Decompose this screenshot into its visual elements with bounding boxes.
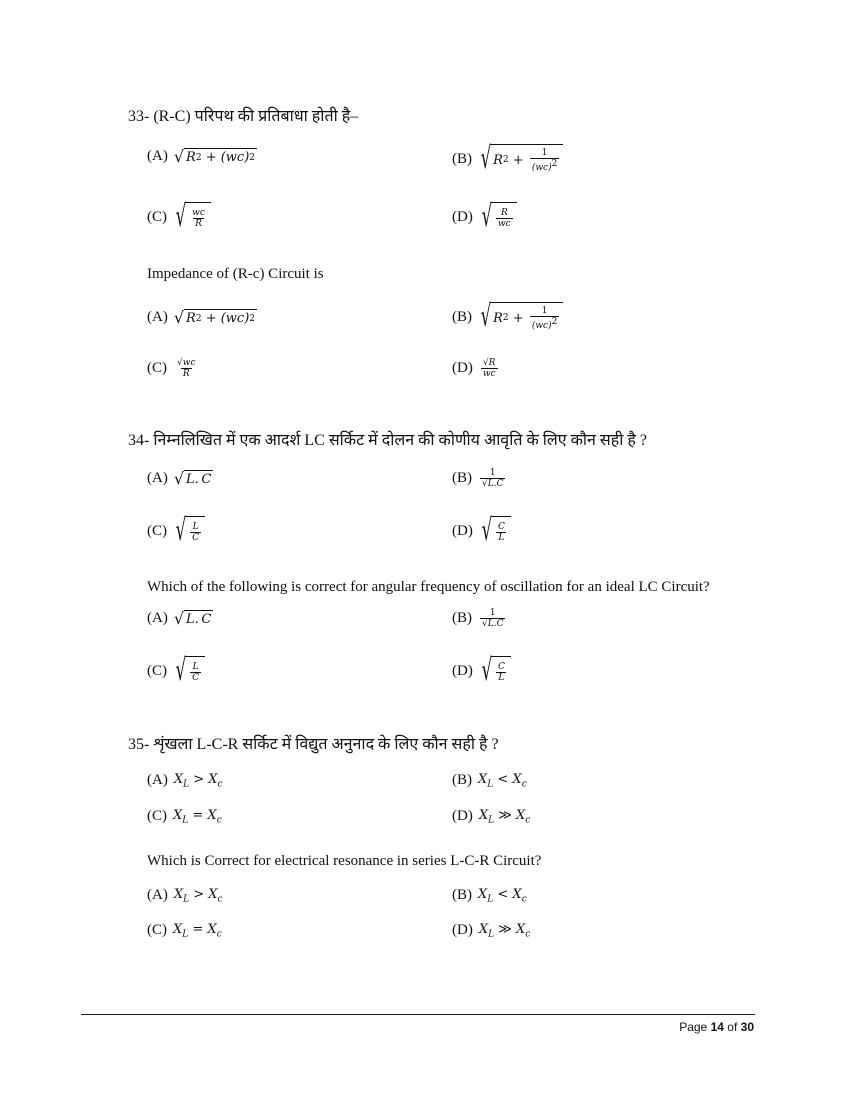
page-number bbox=[679, 1020, 754, 1034]
q34-hi-option-b: (B) $\frac{1}{√L.C}$ bbox=[452, 468, 504, 489]
question-34-title-english: Which of the following is correct for angular frequency of oscillation for an ideal LC Circuit? bbox=[147, 579, 710, 595]
q33-en-option-a: (A) √ R 2 + (wc) 2 bbox=[147, 308, 256, 327]
q35-en-option-c: (C) $X_L = X_c$ bbox=[147, 922, 222, 940]
q35-en-option-b: (B) $X_L < X_c$ bbox=[452, 887, 527, 905]
of-word: of bbox=[727, 1020, 738, 1034]
page-total: 30 bbox=[740, 1020, 754, 1034]
page-current: 14 bbox=[710, 1020, 724, 1034]
q34-hi-option-c: (C) √ $\frac{L}{C}$ bbox=[147, 516, 205, 546]
q34-en-option-a: (A) √ L. C bbox=[147, 609, 212, 628]
q34-hi-option-a: (A) √ L. C bbox=[147, 469, 212, 488]
q34-hi-option-d: (D) √ $\frac{C}{L}$ bbox=[452, 516, 511, 546]
question-35-title-hindi: 35- शृंखला L-C-R सर्किट में विद्युत अनुनाद के लिए कौन सही है ? bbox=[128, 736, 499, 753]
q34-en-option-b: (B) $\frac{1}{√L.C}$ bbox=[452, 608, 504, 629]
q33-en-option-b: (B) √ R 2 + $\frac{1}{(wc)^2}$ bbox=[452, 302, 563, 332]
q35-en-option-a: (A) $X_L > X_c$ bbox=[147, 887, 223, 905]
question-33-title-hindi: 33- (R-C) परिपथ की प्रतिबाधा होती है– bbox=[128, 108, 359, 125]
q35-hi-option-c: (C) $X_L = X_c$ bbox=[147, 808, 222, 826]
q34-en-option-d: (D) √ $\frac{C}{L}$ bbox=[452, 656, 511, 686]
q35-hi-option-a: (A) $X_L > X_c$ bbox=[147, 772, 223, 790]
q35-hi-option-d: (D) $X_L$ ≫ $X_c$ bbox=[452, 808, 531, 826]
q33-hi-option-d: (D) √ $\frac{R}{wc}$ bbox=[452, 202, 517, 232]
q33-en-option-c: (C) $\frac{√wc}{R}$ bbox=[147, 358, 196, 379]
question-34-title-hindi: 34- निम्नलिखित में एक आदर्श LC सर्किट में दोलन की कोणीय आवृति के लिए कौन सही है ? bbox=[128, 432, 647, 449]
q35-hi-option-b: (B) $X_L < X_c$ bbox=[452, 772, 527, 790]
q33-hi-option-b: (B) √ R 2 + $\frac{1}{(wc)^2}$ bbox=[452, 144, 563, 174]
q33-en-option-d: (D) $\frac{√R}{wc}$ bbox=[452, 358, 496, 379]
q34-en-option-c: (C) √ $\frac{L}{C}$ bbox=[147, 656, 205, 686]
question-35-title-english: Which is Correct for electrical resonance in series L-C-R Circuit? bbox=[147, 853, 542, 869]
q33-hi-option-c: (C) √ $\frac{wc}{R}$ bbox=[147, 202, 211, 232]
footer-divider bbox=[81, 1014, 755, 1015]
q33-hi-option-a: (A) √ R 2 + (wc) 2 bbox=[147, 147, 256, 166]
q35-en-option-d: (D) $X_L$ ≫ $X_c$ bbox=[452, 922, 531, 940]
page-word: Page bbox=[679, 1020, 708, 1034]
question-33-title-english: Impedance of (R-c) Circuit is bbox=[147, 266, 324, 282]
